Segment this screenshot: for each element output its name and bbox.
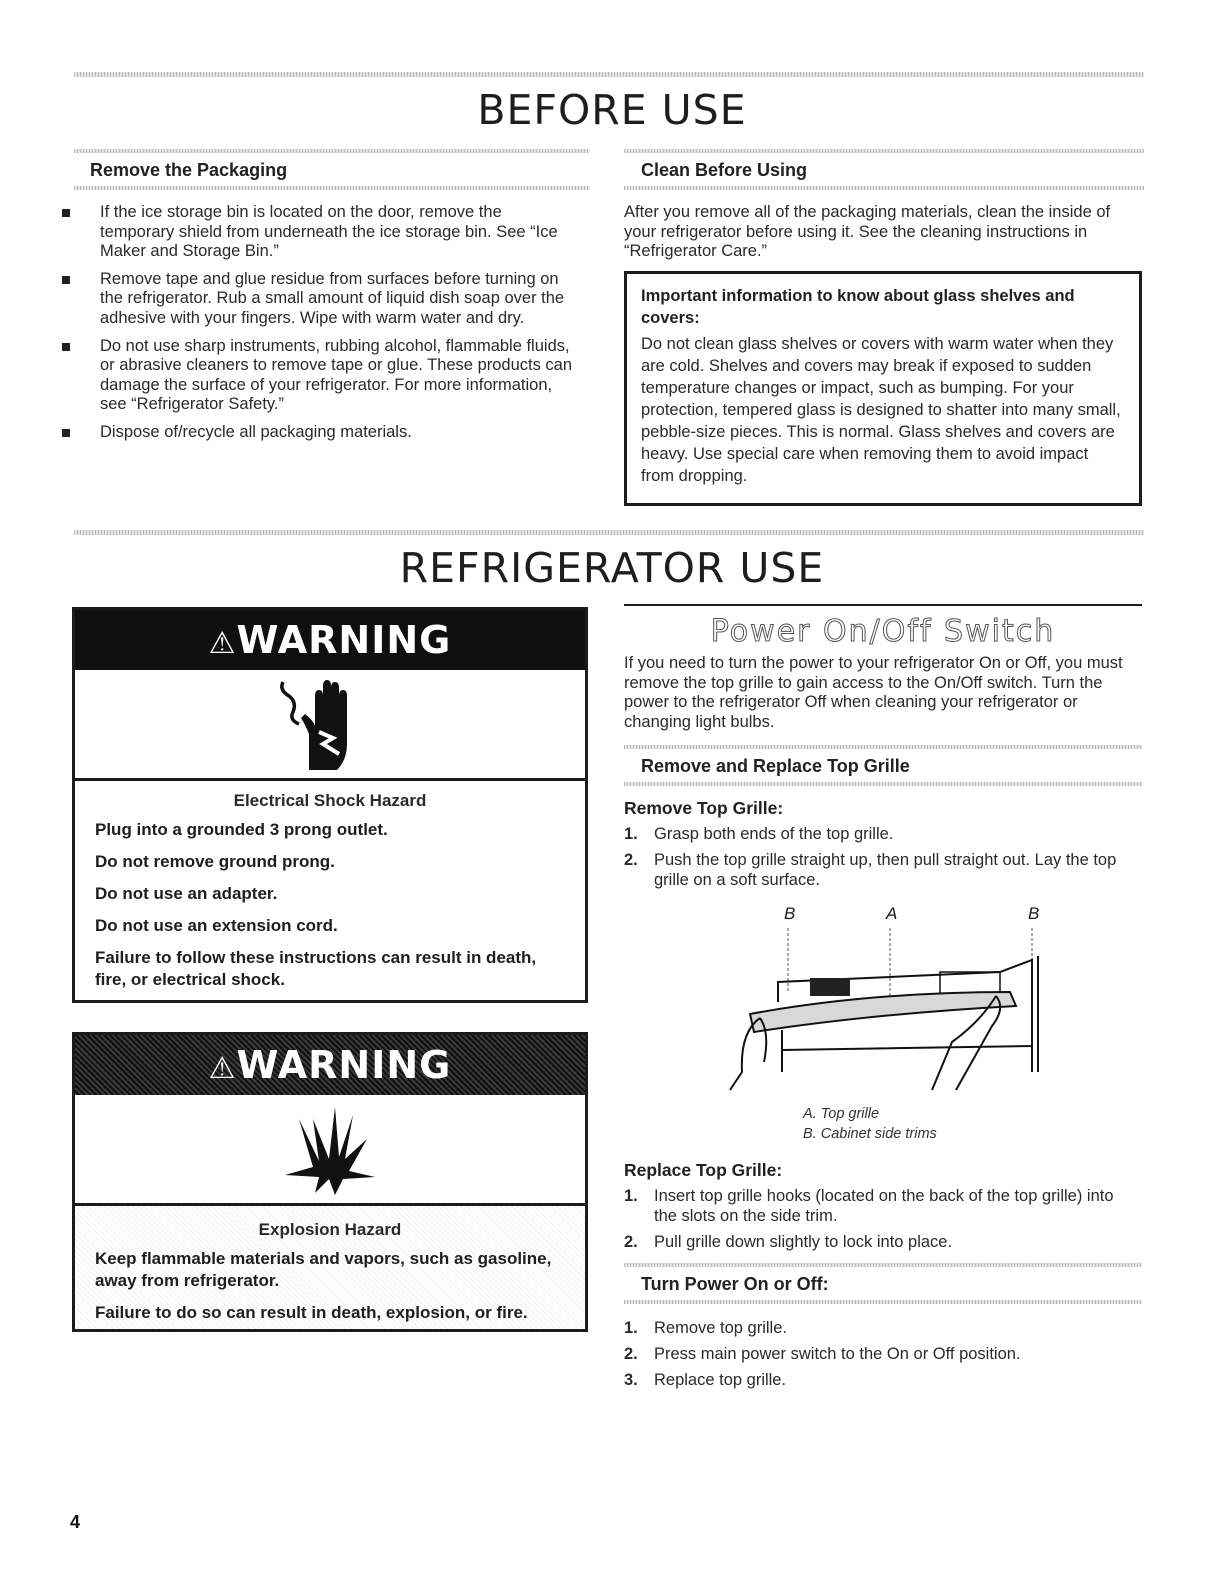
figure-label-b-right: B (1028, 904, 1040, 923)
warning-line: Do not remove ground prong. (95, 852, 335, 871)
warning-line: Do not use an adapter. (95, 884, 278, 903)
warning-header: ⚠WARNING (75, 610, 585, 670)
bullet-square-icon (62, 276, 70, 284)
list-item: 1. Remove top grille. (624, 1319, 787, 1337)
list-item: Dispose of/recycle all packaging materials. (60, 423, 580, 443)
power-toggle-heading: Turn Power On or Off: (641, 1274, 829, 1294)
list-item: Do not use sharp instruments, rubbing alcohol, flammable fluids, or abrasive cleaners to remove tape or glue. These products can damage the surface of your refrigerator. For more information, see “Refrigerator Safety.” (60, 337, 580, 415)
list-item: 1. Grasp both ends of the top grille. (624, 825, 894, 843)
divider-rule (74, 530, 1144, 535)
figure-label-b-left: B (784, 904, 796, 923)
page-number: 4 (70, 1512, 81, 1532)
section-rule (624, 1300, 1142, 1304)
section-rule (74, 186, 590, 190)
warning-header: ⚠WARNING (75, 1035, 585, 1095)
remove-grille-steps (624, 824, 1140, 890)
bullet-square-icon (62, 429, 70, 437)
packaging-bullet-list (60, 203, 580, 451)
clean-before-using-heading: Clean Before Using (641, 160, 808, 180)
section-rule (624, 1263, 1142, 1267)
section-rule (624, 782, 1142, 786)
warning-line: Plug into a grounded 3 prong outlet. (95, 820, 388, 839)
list-item: 1. Insert top grille hooks (located on the back of the top grille) into the slots on the side trim. (624, 1187, 1114, 1225)
section-rule (624, 186, 1144, 190)
list-item: If the ice storage bin is located on the door, remove the temporary shield from underneath the ice storage bin. See “Ice Maker and Storage Bin.” (60, 203, 580, 262)
before-use-title: BEFORE USE (477, 86, 747, 134)
bullet-square-icon (62, 343, 70, 351)
top-grille-illustration (720, 922, 1050, 1092)
power-switch-heading: Power On/Off Switch (710, 614, 1056, 649)
electrical-hazard-title: Electrical Shock Hazard (233, 791, 427, 810)
warning-line: Failure to do so can result in death, explosion, or fire. (95, 1303, 528, 1322)
section-rule (624, 604, 1142, 606)
explosion-hazard-title: Explosion Hazard (258, 1220, 402, 1239)
glass-info-box (624, 271, 1142, 506)
section-rule (624, 149, 1144, 153)
power-toggle-steps (624, 1318, 1140, 1390)
remove-packaging-heading: Remove the Packaging (90, 160, 288, 180)
figure-caption-a: A. Top grille (803, 1106, 880, 1122)
glass-info-title: Important information to know about glass shelves and covers: (641, 287, 1075, 327)
list-item: 2. Push the top grille straight up, then pull straight out. Lay the top grille on a soft surface. (624, 851, 1117, 889)
section-rule (624, 745, 1142, 749)
warning-line: Failure to follow these instructions can result in death, fire, or electrical shock. (95, 948, 537, 989)
explosion-warning-box (72, 1032, 588, 1332)
warning-triangle-icon: ⚠ (208, 626, 237, 661)
shock-icon-area (75, 670, 585, 781)
electrical-warning-box (72, 607, 588, 1003)
glass-info-text: Do not clean glass shelves or covers with warm water when they are cold. Shelves and covers may break if exposed to sudden temperature changes or impact, such as bumping. For your protection, tempered glass is designed to shatter into many small, pebble-size pieces. This is normal. Glass shelves and covers are heavy. Use special care when removing them to avoid impact from dropping. (641, 335, 1121, 485)
section-rule (74, 149, 590, 153)
list-item: Remove tape and glue residue from surfaces before turning on the refrigerator. Rub a small amount of liquid dish soap over the adhesive with your fingers. Wipe with warm water and dry. (60, 270, 580, 329)
replace-grille-steps (624, 1186, 1140, 1252)
figure-caption-b: B. Cabinet side trims (803, 1126, 937, 1142)
grille-heading: Remove and Replace Top Grille (641, 756, 910, 776)
warning-triangle-icon: ⚠ (208, 1051, 237, 1086)
clean-before-using-text: After you remove all of the packaging materials, clean the inside of your refrigerator before using it. See the cleaning instructions in “Refrigerator Care.” (624, 203, 1111, 261)
power-switch-text: If you need to turn the power to your refrigerator On or Off, you must remove the top grille to gain access to the On/Off switch. Turn the power to the refrigerator Off when cleaning your refrigerator or changing light bulbs. (624, 654, 1123, 731)
warning-line: Do not use an extension cord. (95, 916, 338, 935)
electric-shock-hand-icon (275, 674, 365, 774)
top-rule (74, 72, 1144, 77)
warning-line: Keep flammable materials and vapors, such as gasoline, away from refrigerator. (95, 1249, 552, 1290)
bullet-square-icon (62, 209, 70, 217)
figure-label-a: A (886, 904, 898, 923)
refrigerator-use-title: REFRIGERATOR USE (399, 544, 825, 592)
list-item: 2. Pull grille down slightly to lock into place. (624, 1233, 953, 1251)
replace-grille-heading: Replace Top Grille: (624, 1160, 783, 1180)
explosion-icon (279, 1099, 379, 1199)
list-item: 2. Press main power switch to the On or Off position. (624, 1345, 1021, 1363)
list-item: 3. Replace top grille. (624, 1371, 787, 1389)
remove-grille-heading: Remove Top Grille: (624, 798, 784, 818)
explosion-icon-area (75, 1095, 585, 1206)
